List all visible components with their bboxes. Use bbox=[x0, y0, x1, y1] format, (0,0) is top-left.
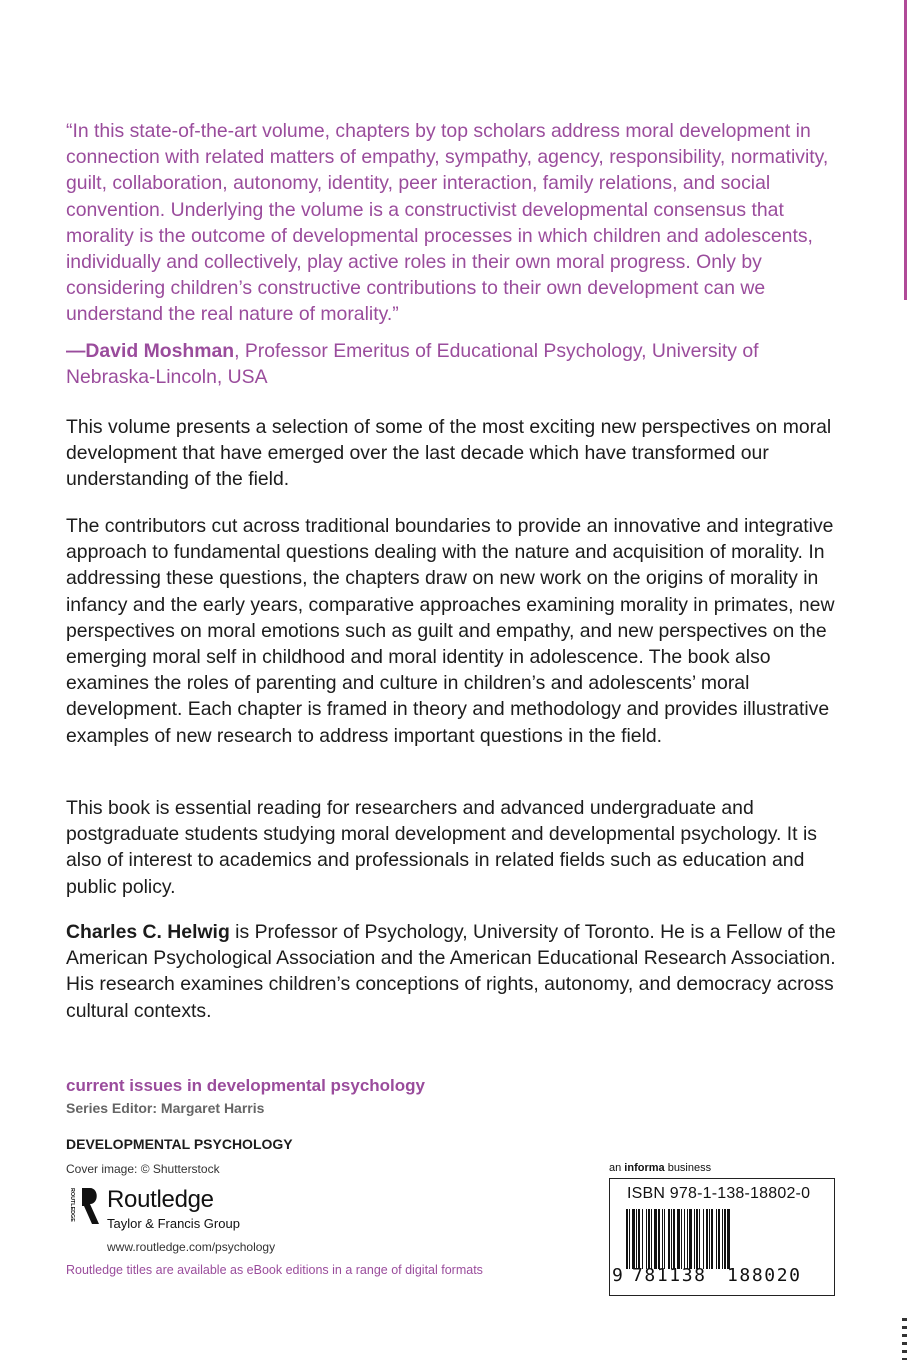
cover-credit: Cover image: © Shutterstock bbox=[66, 1162, 220, 1176]
barcode-bar bbox=[724, 1209, 726, 1269]
editor-bio-text: is Professor of Psychology, University of Toronto. He is a Fellow of the American Psychological Association and the American Educational Research Association. His research examines children’s conceptions of rights, autonomy, and democracy across cultural contexts. bbox=[66, 921, 836, 1022]
barcode-digits-left: 781138 bbox=[632, 1265, 707, 1286]
barcode-bar bbox=[673, 1209, 675, 1269]
barcode-bar bbox=[671, 1209, 672, 1269]
routledge-logo-icon bbox=[66, 1186, 102, 1234]
barcode-bar bbox=[711, 1209, 713, 1269]
barcode-bar bbox=[638, 1209, 640, 1269]
barcode-digit-first: 9 bbox=[612, 1265, 623, 1286]
endorsement-quote: “In this state-of-the-art volume, chapters by top scholars address moral development in connection with related matters of empathy, sympathy, agency, responsibility, normativity, guilt, collaboration, autonomy, identity, peer interaction, family relations, and social convention. Underlying the volume is a constructivist developmental consensus that morality is the outcome of developmental processes in which children and adolescents, individually and collectively, play active roles in their own moral progress. Only by considering children’s constructive contributions to their own development can we understand the real nature of morality.” bbox=[66, 120, 829, 326]
isbn-label: ISBN 978-1-138-18802-0 bbox=[627, 1185, 811, 1202]
barcode-bar bbox=[684, 1209, 685, 1269]
publisher-url[interactable]: www.routledge.com/psychology bbox=[107, 1240, 276, 1254]
isbn-barcode bbox=[609, 1178, 835, 1296]
barcode-bar bbox=[716, 1209, 717, 1269]
barcode-bar bbox=[646, 1209, 647, 1269]
barcode-digits-right: 188020 bbox=[727, 1265, 802, 1286]
barcode-bar bbox=[636, 1209, 637, 1269]
barcode-bar bbox=[664, 1209, 665, 1269]
barcode-bar bbox=[706, 1209, 708, 1269]
barcode-bar bbox=[699, 1209, 700, 1269]
barcode-bar bbox=[654, 1209, 657, 1269]
barcode-bar bbox=[681, 1209, 682, 1269]
publisher-group: Taylor & Francis Group bbox=[107, 1216, 240, 1231]
editor-name: Charles C. Helwig bbox=[66, 921, 230, 943]
barcode-bar bbox=[696, 1209, 698, 1269]
subject-category: DEVELOPMENTAL PSYCHOLOGY bbox=[66, 1136, 293, 1152]
ebook-note: Routledge titles are available as eBook editions in a range of digital formats bbox=[66, 1263, 483, 1277]
editor-bio bbox=[66, 919, 846, 1024]
description-paragraph-3: This book is essential reading for researchers and advanced undergraduate and postgraduate students studying moral development and developmental psychology. It is also of interest to academics and professionals in related fields such as education and public policy. bbox=[66, 797, 817, 898]
barcode-bar bbox=[642, 1209, 643, 1269]
barcode-bars bbox=[626, 1209, 820, 1269]
barcode-bar bbox=[694, 1209, 695, 1269]
barcode-bar bbox=[651, 1209, 652, 1269]
barcode-bar bbox=[718, 1209, 720, 1269]
description-paragraph-2: The contributors cut across traditional boundaries to provide an innovative and integrative approach to fundamental questions dealing with the nature and acquisition of morality. In addressing these questions, the chapters draw on new work on the origins of morality in infancy and the early years, comparative approaches examining morality in primates, new perspectives on moral emotions such as guilt and empathy, and new perspectives on the emerging moral self in childhood and moral identity in adolescence. The book also examines the roles of parenting and culture in children’s and adolescents’ moral development. Each chapter is framed in theory and methodology and provides illustrative examples of new research to address important questions in the field. bbox=[66, 515, 835, 747]
barcode-bar bbox=[689, 1209, 692, 1269]
barcode-bar bbox=[626, 1209, 628, 1269]
informa-brand: informa bbox=[624, 1162, 665, 1174]
series-title: current issues in developmental psychology bbox=[66, 1076, 425, 1095]
barcode-bar bbox=[658, 1209, 660, 1269]
barcode-bar bbox=[687, 1209, 688, 1269]
barcode-bar bbox=[632, 1209, 635, 1269]
barcode-bar bbox=[677, 1209, 680, 1269]
publisher-name: Routledge bbox=[107, 1186, 214, 1213]
barcode-bar bbox=[722, 1209, 723, 1269]
endorsement-author: —David Moshman bbox=[66, 340, 235, 362]
barcode-bar bbox=[648, 1209, 650, 1269]
barcode-bar bbox=[703, 1209, 704, 1269]
barcode-bar bbox=[668, 1209, 670, 1269]
endorsement-author-title: , Professor Emeritus of Educational Psychology, University of Nebraska-Lincoln, USA bbox=[66, 340, 759, 389]
series-editor: Series Editor: Margaret Harris bbox=[66, 1100, 265, 1116]
svg-text:ROUTLEDGE: ROUTLEDGE bbox=[69, 1188, 75, 1222]
endorsement-attribution bbox=[66, 338, 846, 390]
barcode-bar bbox=[629, 1209, 630, 1269]
barcode-bar bbox=[727, 1209, 730, 1269]
barcode-bar bbox=[709, 1209, 710, 1269]
barcode-bar bbox=[662, 1209, 663, 1269]
informa-business-label: an informa business bbox=[609, 1162, 712, 1174]
description-paragraph-1: This volume presents a selection of some of the most exciting new perspectives on moral development that have emerged over the last decade which have transformed our understanding of the field. bbox=[66, 416, 832, 491]
edge-tick-marks bbox=[902, 1318, 907, 1360]
